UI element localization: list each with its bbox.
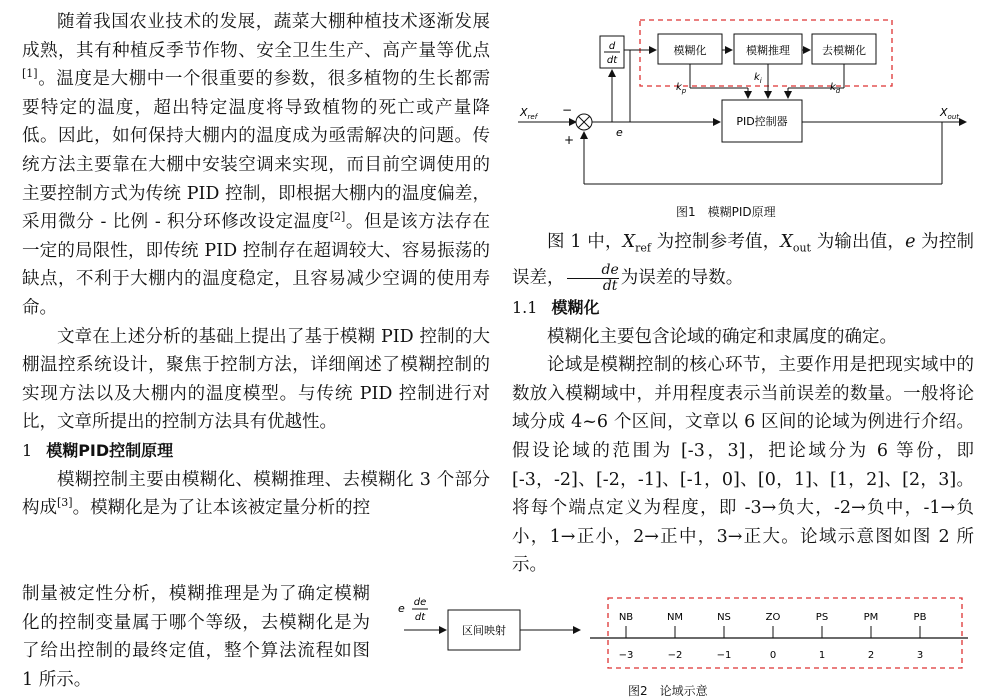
domain-level-label: ZO <box>765 612 781 623</box>
domain-value-label: −1 <box>716 650 732 661</box>
domain-value-label: −2 <box>667 650 683 661</box>
paragraph-domain: 论域是模糊控制的核心环节，主要作用是把现实域中的数放入模糊域中，并用程度表示当前误差的数量。一般将论域分成 4~6 个区间，文章以 6 区间的论域为例进行介绍。假设论域的范围为 [-3，3]，把论域分为 6 等份，即 [-3，-2]、[-2，-1]、[-1，0]、[0，1]、[1，2]、[2，3]。将每个端点定义为程度，即 -3→负大，-2→负中，-1→负小，1→正小，2→正中，3→正大。论域示意图如图 2 所示。 <box>512 355 974 576</box>
domain-value-label: 0 <box>769 650 777 661</box>
paragraph-fuzzy-control: 模糊控制主要由模糊化、模糊推理、去模糊化 3 个部分构成[3]。模糊化是为了让本该被定量分析的控 <box>22 469 490 519</box>
domain-value-label: 1 <box>818 650 826 661</box>
label-xref: $X_{ref}$ <box>520 106 538 121</box>
label-kp: $k_p$ <box>676 82 687 95</box>
citation-2: [2] <box>329 210 346 224</box>
paragraph-proposal: 文章在上述分析的基础上提出了基于模糊 PID 控制的大棚温控系统设计，聚焦于控制方法，详细阐述了模糊控制的实现方法以及大棚内的温度模型。与传统 PID 控制进行对比，文章所提出的控制方法具有优越性。 <box>22 326 490 433</box>
box-pid-label: PID控制器 <box>736 115 788 128</box>
paragraph-fuzzy-steps: 制量被定性分析，模糊推理是为了确定模糊化的控制变量属于哪个等级，去模糊化是为了给出控制的最终定值，整个算法流程如图 1 所示。 <box>22 584 370 690</box>
box-infer-label: 模糊推理 <box>746 44 790 57</box>
svg-text:de: de <box>413 597 427 608</box>
box-interval-mapping-label: 区间映射 <box>462 624 506 637</box>
label-plus: + <box>564 133 575 147</box>
label-minus: − <box>562 103 573 117</box>
domain-value-label: 3 <box>916 650 924 661</box>
svg-text:dt: dt <box>606 55 618 66</box>
domain-level-label: NB <box>618 612 634 623</box>
domain-level-label: PM <box>863 612 879 623</box>
label-kd: $k_d$ <box>830 82 841 95</box>
paragraph-fuzzify-intro: 模糊化主要包含论域的确定和隶属度的确定。 <box>547 326 897 347</box>
input-e: e <box>398 602 405 615</box>
citation-1: [1] <box>22 67 38 81</box>
citation-3: [3] <box>57 496 73 510</box>
domain-value-label: 2 <box>867 650 875 661</box>
figure2-caption: 图2 论域示意 <box>628 684 708 698</box>
box-fuzzify-label: 模糊化 <box>673 44 707 57</box>
section-heading-1: 1 模糊PID控制原理 <box>22 440 174 460</box>
right-column <box>512 228 974 580</box>
domain-level-label: PB <box>913 612 927 623</box>
domain-level-label: NS <box>717 612 731 623</box>
svg-text:dt: dt <box>414 612 426 623</box>
label-ki: $k_i$ <box>754 72 762 85</box>
box-defuzz-label: 去模糊化 <box>822 44 866 57</box>
domain-level-label: PS <box>815 612 829 623</box>
paragraph-intro: 随着我国农业技术的发展，蔬菜大棚种植技术逐渐发展成熟，其有种植反季节作物、安全卫生生产、高产量等优点[1]。温度是大棚中一个很重要的参数，很多植物的生长都需要特定的温度，超出特定温度将导致植物的死亡或产量降低。因此，如何保持大棚内的温度成为亟需解决的问题。传统方法主要靠在大棚中安装空调来实现，而目前空调使用的主要控制方式为传统 PID 控制，即根据大棚内的温度偏差，采用微分 - 比例 - 积分环修改设定温度[2]。但是该方法存在一定的局限性，即传统 PID 控制存在超调较大、容易振荡的缺点，不利于大棚内的温度稳定，且容易减少空调的使用寿命。 <box>22 12 491 318</box>
domain-frame <box>608 598 962 668</box>
figure1-caption: 图1 模糊PID原理 <box>676 205 776 219</box>
domain-level-label: NM <box>666 612 684 623</box>
domain-value-label: −3 <box>618 650 634 661</box>
label-xout: $X_{out}$ <box>940 106 960 121</box>
section-heading-1-1: 1.1 模糊化 <box>512 298 600 318</box>
paragraph-figure1-explain: 图 1 中，$X_{ref}$ 为控制参考值，$X_{out}$ 为输出值，e 为控制误差， $\frac{de}{dt}$ 为误差的导数。 <box>512 232 975 295</box>
label-e: e <box>616 126 623 139</box>
figure2-diagram <box>384 592 988 676</box>
svg-text:d: d <box>608 41 616 52</box>
left-column <box>22 8 490 523</box>
figure1-diagram <box>512 10 988 195</box>
